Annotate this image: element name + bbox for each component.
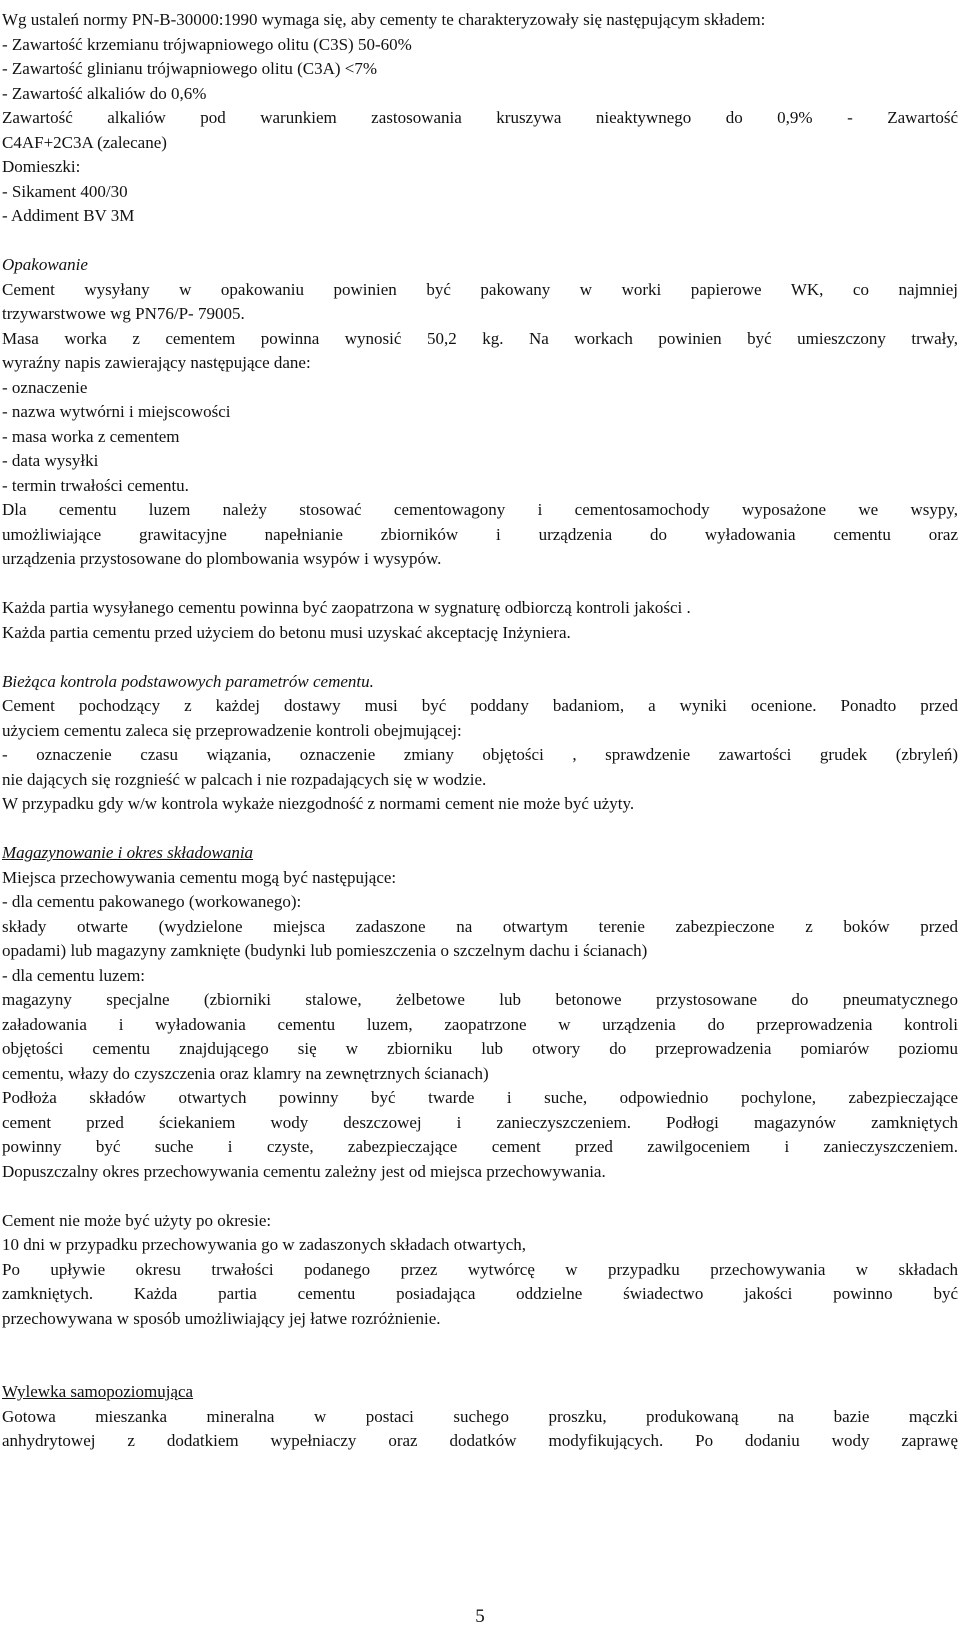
section-heading: Wylewka samopoziomująca <box>2 1382 194 1401</box>
paragraph-line: W przypadku gdy w/w kontrola wykaże niezgodność z normami cement nie może być użyty. <box>2 794 635 813</box>
admixtures-label: Domieszki: <box>2 157 81 176</box>
paragraph-line: trzywarstwowe wg PN76/P- 79005. <box>2 304 245 323</box>
paragraph-line: 10 dni w przypadku przechowywania go w zadaszonych składach otwartych, <box>2 1235 526 1254</box>
section-spacer <box>2 1356 958 1381</box>
section-heading: Bieżąca kontrola podstawowych parametrów cementu. <box>2 671 374 691</box>
packaging-section <box>2 253 958 645</box>
section-spacer <box>2 1331 958 1356</box>
section-spacer <box>2 229 958 254</box>
paragraph-line: powinny być suche i czyste, zabezpieczające cement przed zawilgoceniem i zanieczyszczeniem. <box>2 1137 958 1156</box>
list-item: - data wysyłki <box>2 451 99 470</box>
paragraph-line: Gotowa mieszanka mineralna w postaci suchego proszku, produkowaną na bazie mączki <box>2 1406 958 1426</box>
list-item: - Zawartość krzemianu trójwapniowego olitu (C3S) 50-60% <box>2 34 412 54</box>
paragraph-line: Cement nie może być użyty po okresie: <box>2 1210 272 1230</box>
list-item: - oznaczenie <box>2 377 88 397</box>
list-item: - nazwa wytwórni i miejscowości <box>2 402 231 421</box>
document-body <box>2 8 958 1454</box>
paragraph-spacer <box>2 572 958 597</box>
alkali-line: Zawartość alkaliów pod warunkiem zastosowania kruszywa nieaktywnego do 0,9% - Zawartość <box>2 108 958 127</box>
paragraph-line: - oznaczenie czasu wiązania, oznaczenie zmiany objętości , sprawdzenie zawartości grudek (zbryleń) <box>2 745 958 764</box>
list-item: - Sikament 400/30 <box>2 181 128 201</box>
composition-section <box>2 8 958 229</box>
paragraph-line: anhydrytowej z dodatkiem wypełniaczy oraz dodatków modyfikujących. Po dodaniu wody zaprawę <box>2 1431 958 1450</box>
paragraph-line: wyraźny napis zawierający następujące dane: <box>2 353 311 372</box>
section-heading: Magazynowanie i okres składowania <box>2 843 254 862</box>
composition-intro-line-1 <box>2 8 958 33</box>
paragraph-line: - dla cementu pakowanego (workowanego): <box>2 892 302 911</box>
paragraph-line: urządzenia przystosowane do plombowania wsypów i wysypów. <box>2 549 442 568</box>
list-item: - Zawartość glinianu trójwapniowego olitu (C3A) <7% <box>2 59 378 78</box>
section-spacer <box>2 645 958 670</box>
paragraph-line: użyciem cementu zaleca się przeprowadzenie kontroli obejmującej: <box>2 720 462 740</box>
composition-intro: Wg ustaleń normy PN-B-30000:1990 wymaga się, aby cementy te charakteryzowały się następującym składem: <box>2 10 766 29</box>
list-item: - Addiment BV 3M <box>2 206 135 225</box>
paragraph-line: Cement pochodzący z każdej dostawy musi być poddany badaniom, a wyniki ocenione. Ponadto przed <box>2 696 958 715</box>
list-item: - termin trwałości cementu. <box>2 475 189 495</box>
paragraph-line: składy otwarte (wydzielone miejsca zadaszone na otwartym terenie zabezpieczone z boków przed <box>2 916 958 936</box>
paragraph-line: magazyny specjalne (zbiorniki stalowe, żelbetowe lub betonowe przystosowane do pneumatycznego <box>2 990 958 1009</box>
section-spacer <box>2 1184 958 1209</box>
paragraph-line: umożliwiające grawitacyjne napełnianie zbiorników i urządzenia do wyładowania cementu oraz <box>2 524 958 544</box>
paragraph-line: przechowywana w sposób umożliwiający jej łatwe rozróżnienie. <box>2 1308 441 1328</box>
paragraph-line: opadami) lub magazyny zamknięte (budynki lub pomieszczenia o szczelnym dachu i ścianach) <box>2 941 648 960</box>
paragraph-line: Podłoża składów otwartych powinny być twarde i suche, odpowiednio pochylone, zabezpieczające <box>2 1088 958 1107</box>
control-section <box>2 670 958 817</box>
page-number: 5 <box>475 1606 485 1627</box>
paragraph-line: Cement wysyłany w opakowaniu powinien być pakowany w worki papierowe WK, co najmniej <box>2 279 958 299</box>
paragraph-line: Dla cementu luzem należy stosować cementowagony i cementosamochody wyposażone we wsypy, <box>2 500 958 519</box>
paragraph-line: - dla cementu luzem: <box>2 965 146 985</box>
paragraph-line: cementu, włazy do czyszczenia oraz klamry na zewnętrznych ścianach) <box>2 1063 489 1083</box>
paragraph-line: cement przed ściekaniem wody deszczowej i zanieczyszczeniem. Podłogi magazynów zamkniętych <box>2 1112 958 1132</box>
screed-section <box>2 1380 958 1454</box>
expiry-section <box>2 1209 958 1332</box>
alkali-line: C4AF+2C3A (zalecane) <box>2 132 167 152</box>
paragraph-line: Miejsca przechowywania cementu mogą być następujące: <box>2 867 397 887</box>
paragraph-line: Każda partia cementu przed użyciem do betonu musi uzyskać akceptację Inżyniera. <box>2 622 571 642</box>
paragraph-line: Po upływie okresu trwałości podanego przez wytwórcę w przypadku przechowywania w składach <box>2 1259 958 1279</box>
section-spacer <box>2 817 958 842</box>
paragraph-line: załadowania i wyładowania cementu luzem, zaopatrzone w urządzenia do przeprowadzenia kontroli <box>2 1014 958 1034</box>
paragraph-line: objętości cementu znajdującego się w zbiorniku lub otwory do przeprowadzenia pomiarów poziomu <box>2 1039 958 1058</box>
paragraph-line: zamkniętych. Każda partia cementu posiadająca oddzielne świadectwo jakości powinno być <box>2 1284 958 1303</box>
list-item: - masa worka z cementem <box>2 426 180 446</box>
section-heading: Opakowanie <box>2 255 88 274</box>
paragraph-line: Dopuszczalny okres przechowywania cementu zależny jest od miejsca przechowywania. <box>2 1161 606 1181</box>
storage-section <box>2 841 958 1184</box>
paragraph-line: Każda partia wysyłanego cementu powinna być zaopatrzona w sygnaturę odbiorczą kontroli jakości . <box>2 598 691 617</box>
paragraph-line: Masa worka z cementem powinna wynosić 50,2 kg. Na workach powinien być umieszczony trwały, <box>2 328 958 348</box>
paragraph-line: nie dających się rozgnieść w palcach i nie rozpadających się w wodzie. <box>2 769 487 789</box>
list-item: - Zawartość alkaliów do 0,6% <box>2 83 207 103</box>
